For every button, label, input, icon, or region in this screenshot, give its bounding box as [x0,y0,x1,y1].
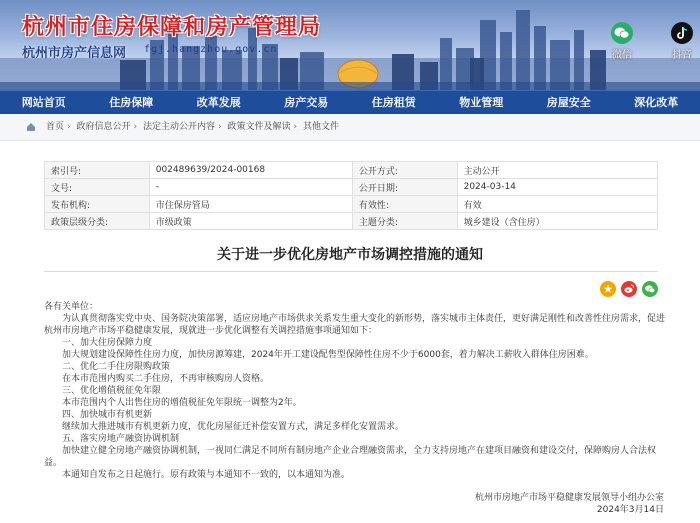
section-text: 在本市范围内购买二手住房，不再审核购房人资格。 [62,374,270,384]
document-metadata-table [44,161,658,230]
index-number-label: 索引号: [45,162,150,179]
section-text: 加大规划建设保障性住房力度，加快房源筹建，2024年开工建设配售型保障性住房不少于6000套，着力解决工薪收入群体住房困难。 [62,350,594,360]
nav-item-deepen-reform[interactable]: 深化改革 [634,96,679,109]
salutation: 各有关单位： [44,302,99,312]
site-title: 杭州市住房保障和房产管理局 [22,15,322,40]
nav-item-house-safety[interactable]: 房屋安全 [546,96,591,109]
main-nav [0,90,700,115]
topic-value: 城乡建设（含住房） [457,213,657,230]
intro-paragraph: 为认真贯彻落实党中央、国务院决策部署，适应房地产市场供求关系发生重大变化的新形势，落实城市主体责任，更好满足刚性和改善性住房需求，促进杭州市房地产市场平稳健康发展，现就进一步优化调整有关调控措施事项通知如下： [44,314,666,336]
site-url[interactable]: fgj.hangzhou.gov.cn [144,44,278,55]
home-icon[interactable] [26,122,36,132]
nav-item-property-trade[interactable]: 房产交易 [284,96,329,109]
breadcrumb-policy[interactable]: 政策文件及解读 [227,122,291,132]
closing-paragraph: 本通知自发布之日起施行。原有政策与本通知不一致的，以本通知为准。 [62,470,351,480]
issuing-office: 杭州市房地产市场平稳健康发展领导小组办公室 [474,493,664,503]
wechat-link[interactable] [604,22,640,61]
policy-level-label: 政策层级分类: [45,213,150,230]
weibo-share-icon[interactable] [621,281,637,297]
validity-value: 有效 [457,196,657,213]
douyin-label: 抖音 [672,50,692,61]
document-title: 关于进一步优化房地产市场调控措施的通知 [217,247,483,263]
table-row [45,213,658,230]
publish-date-value: 2024-03-14 [457,179,657,196]
nav-item-reform[interactable]: 改革发展 [196,96,241,109]
nav-item-property-management[interactable]: 物业管理 [459,96,504,109]
publish-method-value: 主动公开 [457,162,657,179]
douyin-icon [671,22,693,44]
star-share-icon[interactable] [600,281,616,297]
section-heading: 二、优化二手住房限购政策 [62,362,171,372]
breadcrumb-separator: › [133,122,138,132]
douyin-link[interactable] [664,22,700,61]
issuer-label: 发布机构: [45,196,150,213]
breadcrumb-statutory[interactable]: 法定主动公开内容 [143,122,216,132]
breadcrumb-other[interactable]: 其他文件 [303,122,340,132]
doc-number-label: 文号: [45,179,150,196]
breadcrumb-separator: › [218,122,222,132]
table-row [45,196,658,213]
section-heading: 四、加快城市有机更新 [62,410,153,420]
publish-date-label: 公开日期: [352,179,457,196]
section-text: 继续加大推进城市有机更新力度，优化房屋征迁补偿安置方式，满足多样化安置需求。 [62,422,405,432]
signature-block [475,492,664,516]
topic-label: 主题分类: [352,213,457,230]
validity-label: 有效性: [352,196,457,213]
breadcrumb-separator: › [293,122,298,132]
breadcrumb-home[interactable]: 首页 [46,122,65,132]
breadcrumb-gov-info[interactable]: 政府信息公开 [76,122,131,132]
section-text: 加快建立健全房地产融资协调机制，一视同仁满足不同所有制房地产企业合理融资需求，全力支持房地产在建项目融资和建设交付，保障购房人合法权益。 [44,446,657,468]
section-heading: 一、加大住房保障力度 [62,338,153,348]
nav-item-home[interactable]: 网站首页 [21,96,66,109]
document-body [44,301,666,481]
wechat-icon [611,22,633,44]
site-banner [0,0,700,90]
title-divider [44,271,658,272]
nav-item-rental[interactable]: 住房租赁 [371,96,416,109]
table-row [45,179,658,196]
policy-level-value: 市级政策 [149,213,352,230]
index-number-value: 002489639/2024-00168 [149,162,352,179]
publish-method-label: 公开方式: [352,162,457,179]
breadcrumb [0,114,700,141]
doc-number-value: - [149,179,352,196]
section-heading: 五、落实房地产融资协调机制 [62,434,180,444]
issue-date: 2024年3月14日 [596,505,664,515]
wechat-share-icon[interactable] [642,281,658,297]
wechat-label: 微信 [612,50,632,61]
breadcrumb-separator: › [67,122,71,132]
table-row [45,162,658,179]
section-text: 本市范围内个人出售住房的增值税征免年限统一调整为2年。 [62,398,302,408]
issuer-value: 市住保房管局 [149,196,352,213]
section-heading: 三、优化增值税征免年限 [62,386,162,396]
site-subtitle[interactable]: 杭州市房产信息网 [22,46,127,61]
nav-item-housing-security[interactable]: 住房保障 [109,96,154,109]
